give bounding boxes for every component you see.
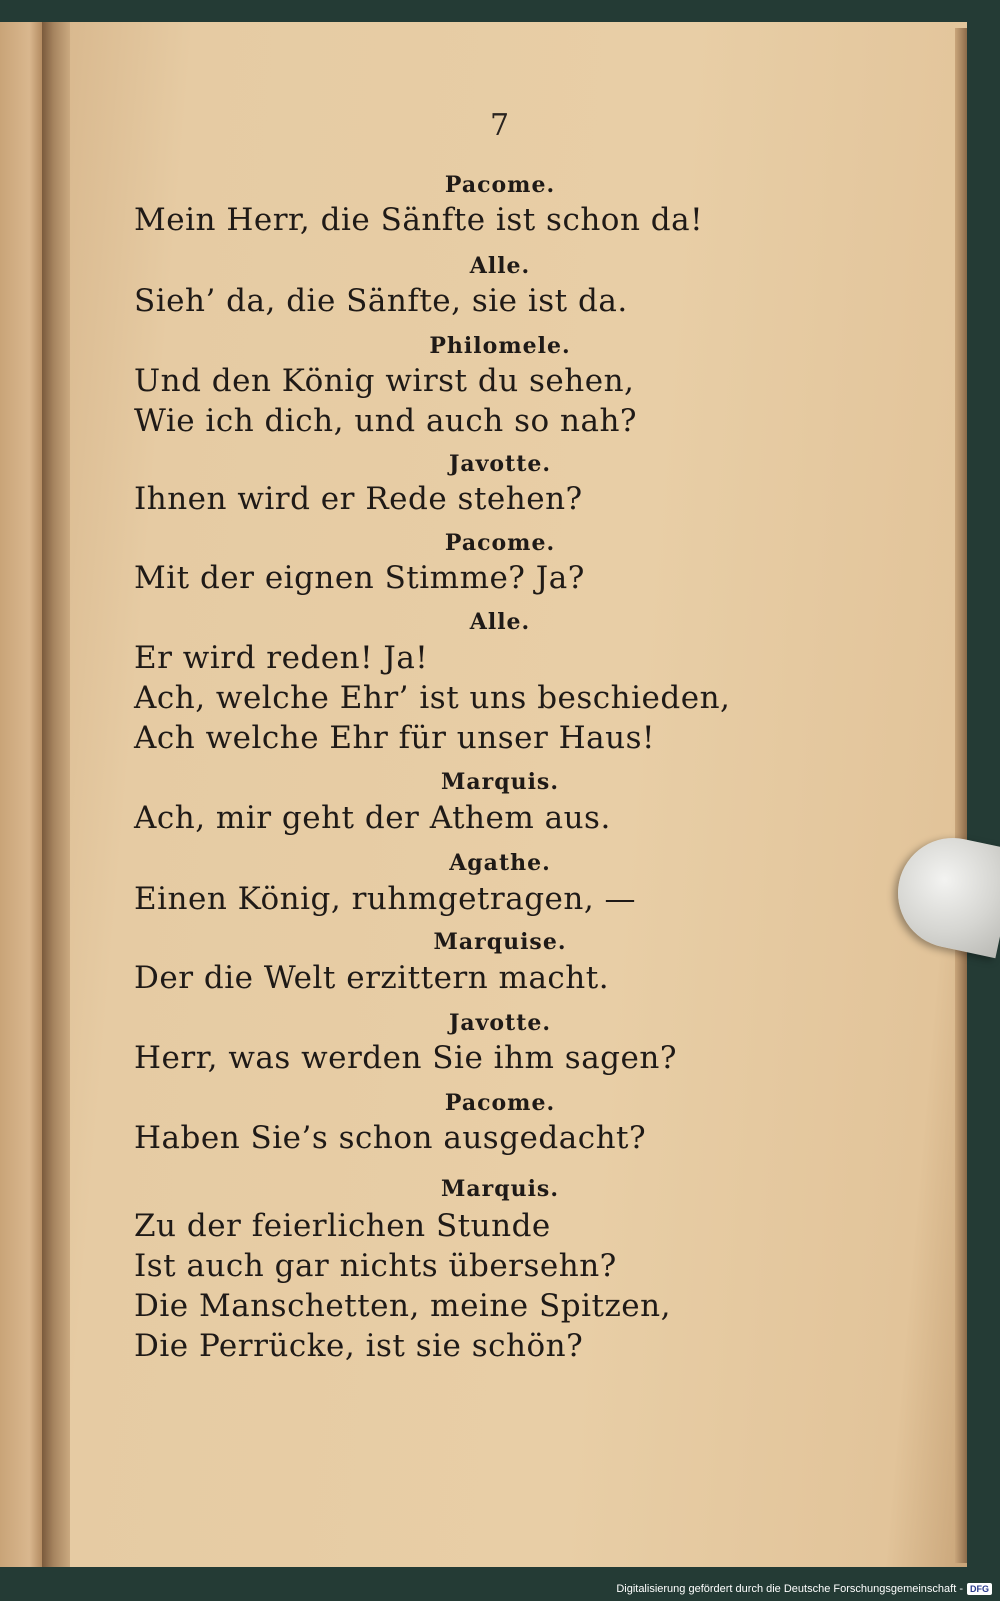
speaker-label: Javotte. [448,1010,552,1036]
footer-text: Digitalisierung gefördert durch die Deutsche Forschungsgemeinschaft - [616,1583,963,1595]
verse-line: Sieh’ da, die Sänfte, sie ist da. [134,283,628,319]
verse-line: Ach, welche Ehr’ ist uns beschieden, [134,680,731,716]
verse-line: Er wird reden! Ja! [134,640,429,676]
verse-line: Mit der eignen Stimme? Ja? [134,560,585,596]
speaker-label: Alle. [469,609,531,635]
verse-line: Zu der feierlichen Stunde [134,1208,551,1244]
speaker-label: Pacome. [444,1090,556,1116]
verse-line: Ach, mir geht der Athem aus. [134,800,611,836]
verse-line: Einen König, ruhmgetragen, — [134,881,637,917]
speaker-label: Pacome. [444,530,556,556]
verse-line: Ihnen wird er Rede stehen? [134,481,583,517]
verse-line: Der die Welt erzittern macht. [134,960,610,996]
speaker-label: Marquis. [441,769,559,795]
verse-line: Und den König wirst du sehen, [134,363,635,399]
verse-line: Ach welche Ehr für unser Haus! [134,720,655,756]
verse-line: Die Perrücke, ist sie schön? [134,1328,584,1364]
speaker-label: Marquise. [433,929,567,955]
speaker-label: Pacome. [444,172,556,198]
speaker-label: Javotte. [448,451,552,477]
speaker-label: Alle. [469,253,531,279]
verse-line: Herr, was werden Sie ihm sagen? [134,1040,677,1076]
digitization-footer [616,1583,992,1595]
page-number: 7 [490,108,510,143]
verse-line: Ist auch gar nichts übersehn? [134,1248,617,1284]
speaker-label: Philomele. [429,333,571,359]
dfg-logo: DFG [967,1583,992,1595]
verse-line: Wie ich dich, und auch so nah? [134,403,638,439]
verse-line: Die Manschetten, meine Spitzen, [134,1288,671,1324]
verse-line: Mein Herr, die Sänfte ist schon da! [134,202,704,238]
speaker-label: Marquis. [441,1176,559,1202]
verse-line: Haben Sie’s schon ausgedacht? [134,1120,647,1156]
speaker-label: Agathe. [449,850,551,876]
page-edge [955,28,967,1563]
